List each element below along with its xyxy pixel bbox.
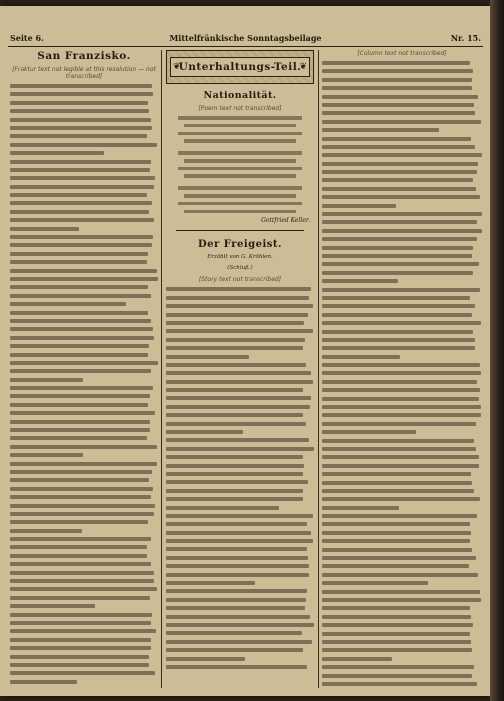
text-line [10, 84, 152, 88]
text-line [322, 615, 471, 619]
text-line [322, 330, 473, 334]
text-line [322, 145, 475, 149]
text-line [166, 581, 255, 585]
text-line [10, 663, 149, 667]
text-line [166, 506, 279, 510]
text-line [10, 227, 79, 231]
text-line [322, 464, 479, 468]
text-line [10, 428, 150, 432]
text-line [322, 598, 481, 602]
text-line [10, 554, 147, 558]
verse-line [178, 116, 302, 120]
text-line [10, 336, 154, 340]
text-line [10, 512, 154, 516]
text-line [10, 680, 77, 684]
text-line [10, 361, 158, 365]
section-title: Unterhaltungs-Teil. [170, 57, 311, 77]
text-line [322, 447, 476, 451]
text-line [166, 287, 311, 291]
text-line [322, 338, 475, 342]
text-line [322, 120, 481, 124]
text-line [10, 168, 150, 172]
article-body-lines [10, 84, 158, 684]
text-line [166, 606, 305, 610]
text-line [10, 252, 148, 256]
text-line [10, 193, 147, 197]
continuation-body-placeholder: [Column text not transcribed] [357, 50, 447, 57]
text-line [322, 564, 469, 568]
text-line [322, 220, 477, 224]
text-line [322, 61, 470, 65]
text-line [322, 103, 474, 107]
text-line [10, 646, 151, 650]
divider [176, 230, 304, 231]
text-line [166, 313, 308, 317]
newspaper-page [0, 6, 490, 696]
section-banner [166, 50, 314, 84]
text-line [322, 246, 473, 250]
text-line [322, 573, 478, 577]
verse-line [178, 132, 302, 136]
text-line [166, 455, 303, 459]
column-1 [10, 50, 158, 690]
text-line [166, 422, 306, 426]
text-line [10, 151, 104, 155]
text-line [322, 531, 471, 535]
column-rule [161, 50, 162, 688]
text-line [10, 529, 82, 533]
text-line [322, 86, 472, 90]
text-line [10, 478, 149, 482]
text-line [166, 623, 314, 627]
story-body-lines [166, 287, 314, 669]
text-line [10, 629, 156, 633]
text-line [10, 185, 154, 189]
text-line [10, 269, 157, 273]
page-label: Seite 6. [10, 33, 44, 43]
text-line [10, 655, 149, 659]
text-line [322, 606, 470, 610]
text-line [166, 430, 243, 434]
text-line [10, 537, 151, 541]
verse-line [178, 186, 302, 190]
text-line [322, 439, 474, 443]
text-line [10, 319, 151, 323]
text-line [10, 604, 95, 608]
story-body-placeholder: [Story text not transcribed] [198, 276, 282, 284]
continuation-body-lines [322, 61, 482, 690]
column-2 [166, 50, 314, 690]
text-line [322, 254, 472, 258]
text-line [322, 237, 477, 241]
story-note: (Schluß.) [227, 265, 253, 272]
text-line [10, 294, 151, 298]
text-line [322, 187, 476, 191]
text-line [322, 229, 482, 233]
verse-line [184, 194, 296, 198]
text-line [10, 453, 83, 457]
text-line [166, 522, 307, 526]
text-line [322, 539, 470, 543]
text-line [166, 405, 310, 409]
text-line [322, 522, 470, 526]
text-line [166, 472, 303, 476]
text-line [166, 640, 312, 644]
poem-body-placeholder: [Poem text not transcribed] [198, 105, 282, 112]
text-line [322, 355, 400, 359]
text-line [10, 411, 155, 415]
article-title: San Franzisko. [37, 50, 131, 62]
text-line [10, 495, 151, 499]
text-line [166, 631, 302, 635]
text-line [10, 134, 147, 138]
text-line [10, 311, 148, 315]
text-line [10, 353, 148, 357]
text-line [166, 413, 303, 417]
text-line [166, 380, 313, 384]
text-line [322, 623, 473, 627]
text-line [322, 648, 472, 652]
text-line [166, 363, 306, 367]
text-line [10, 260, 147, 264]
text-line [166, 489, 303, 493]
verse-line [184, 174, 296, 178]
text-line [10, 302, 126, 306]
text-line [322, 128, 439, 132]
text-line [322, 78, 472, 82]
ornament-icon: ❦ [173, 62, 181, 72]
text-line [10, 344, 149, 348]
text-line [166, 598, 306, 602]
text-line [322, 632, 470, 636]
text-line [322, 388, 480, 392]
text-line [166, 321, 304, 325]
text-line [10, 92, 153, 96]
text-line [10, 571, 154, 575]
text-line [322, 682, 477, 686]
text-line [322, 95, 478, 99]
story-byline: Erzählt von G. Kröhlen. [207, 254, 273, 261]
text-line [322, 162, 478, 166]
text-line [166, 648, 303, 652]
text-line [322, 178, 473, 182]
issue-number: Nr. 15. [450, 33, 481, 43]
text-line [10, 394, 150, 398]
text-line [322, 405, 481, 409]
text-line [322, 69, 473, 73]
text-line [322, 380, 477, 384]
text-line [10, 445, 157, 449]
text-line [10, 671, 155, 675]
text-line [10, 176, 155, 180]
text-line [322, 371, 481, 375]
text-line [322, 590, 480, 594]
page-header [8, 32, 483, 47]
text-line [322, 657, 392, 661]
text-line [322, 514, 477, 518]
text-line [10, 545, 147, 549]
text-line [322, 313, 472, 317]
text-line [322, 481, 472, 485]
text-line [322, 397, 479, 401]
poem-signature: Gottfried Keller. [261, 217, 310, 225]
text-line [10, 579, 154, 583]
text-line [166, 514, 313, 518]
text-line [166, 497, 303, 501]
text-line [322, 430, 416, 434]
text-line [166, 304, 313, 308]
text-line [10, 327, 153, 331]
text-line [10, 487, 153, 491]
ornament-icon: ❦ [299, 62, 307, 72]
text-line [10, 504, 155, 508]
text-line [166, 464, 304, 468]
text-line [10, 520, 148, 524]
text-line [322, 556, 476, 560]
poem-body-lines [166, 116, 314, 213]
text-line [166, 329, 313, 333]
text-line [10, 386, 153, 390]
text-line [322, 413, 481, 417]
text-line [322, 455, 479, 459]
text-line [10, 101, 148, 105]
text-line [322, 472, 471, 476]
text-line [322, 212, 482, 216]
text-line [10, 143, 157, 147]
text-line [10, 210, 149, 214]
text-line [322, 674, 472, 678]
text-line [10, 201, 152, 205]
text-line [166, 657, 245, 661]
column-rule [318, 50, 319, 688]
text-line [166, 338, 305, 342]
text-line [322, 363, 480, 367]
text-line [322, 640, 471, 644]
text-line [322, 262, 479, 266]
text-line [10, 638, 151, 642]
text-line [10, 277, 158, 281]
text-line [10, 235, 153, 239]
text-line [166, 564, 309, 568]
text-line [166, 589, 307, 593]
text-line [10, 596, 150, 600]
text-line [322, 170, 477, 174]
text-line [166, 296, 309, 300]
text-line [10, 109, 149, 113]
poem-title: Nationalität. [203, 90, 277, 101]
text-line [166, 556, 308, 560]
text-line [322, 506, 399, 510]
text-line [166, 531, 311, 535]
text-line [10, 378, 83, 382]
text-line [322, 321, 481, 325]
text-line [166, 346, 303, 350]
verse-line [178, 167, 302, 171]
text-line [166, 615, 310, 619]
verse-line [184, 139, 296, 143]
text-line [322, 204, 396, 208]
text-line [10, 369, 151, 373]
text-line [322, 195, 480, 199]
text-line [166, 447, 314, 451]
text-line [10, 562, 151, 566]
text-line [322, 489, 474, 493]
text-line [166, 665, 307, 669]
text-line [166, 438, 309, 442]
text-line [322, 346, 475, 350]
text-line [166, 396, 311, 400]
text-line [10, 587, 157, 591]
text-line [322, 665, 474, 669]
story-title: Der Freigeist. [197, 239, 283, 251]
verse-line [178, 151, 302, 155]
text-line [10, 462, 157, 466]
text-line [10, 160, 151, 164]
paper-name: Mittelfränkische Sonntagsbeilage [169, 33, 322, 43]
text-line [322, 153, 482, 157]
verse-line [184, 159, 296, 163]
text-line [10, 470, 152, 474]
text-line [10, 613, 152, 617]
text-line [322, 271, 473, 275]
text-line [322, 548, 472, 552]
text-line [322, 304, 475, 308]
book-spine [490, 0, 504, 701]
text-line [10, 621, 151, 625]
text-line [166, 371, 311, 375]
verse-line [178, 202, 302, 206]
column-3 [322, 50, 482, 690]
text-line [10, 126, 152, 130]
text-line [10, 118, 151, 122]
text-line [322, 422, 476, 426]
text-line [322, 279, 398, 283]
text-line [322, 137, 471, 141]
text-line [166, 547, 307, 551]
text-line [166, 573, 309, 577]
text-line [166, 355, 249, 359]
text-line [10, 243, 152, 247]
text-line [10, 420, 150, 424]
text-line [10, 436, 147, 440]
text-line [322, 288, 480, 292]
text-line [166, 539, 313, 543]
article-body-placeholder: [Fraktur text not legible at this resolution — not transcribed] [12, 66, 156, 80]
text-line [322, 497, 480, 501]
text-line [166, 388, 303, 392]
text-line [10, 403, 148, 407]
verse-line [184, 124, 296, 128]
text-line [166, 480, 308, 484]
text-line [322, 111, 475, 115]
text-line [10, 218, 154, 222]
text-line [322, 296, 470, 300]
text-line [322, 581, 428, 585]
verse-line [184, 210, 296, 214]
text-line [10, 285, 148, 289]
